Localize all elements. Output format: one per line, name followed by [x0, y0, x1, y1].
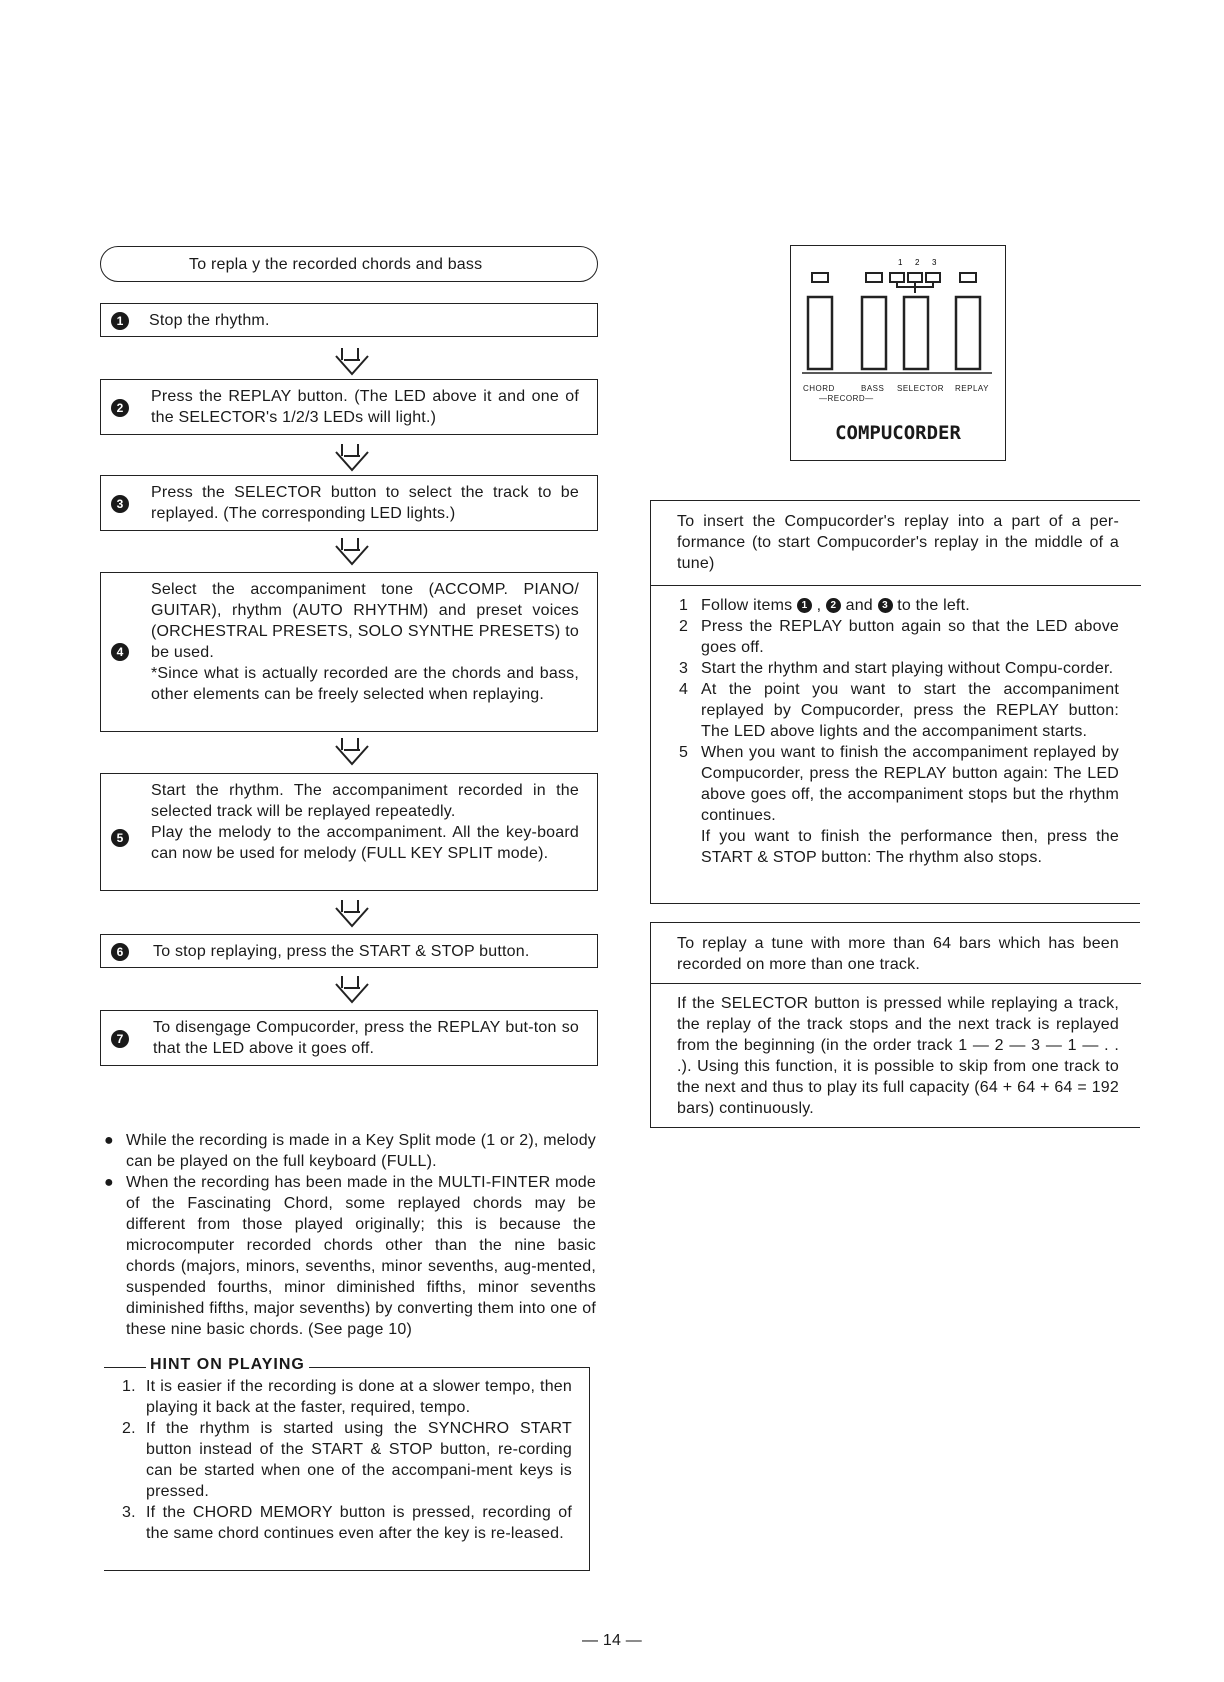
tune-title: To replay a tune with more than 64 bars which has been recorded on more than one track.	[677, 935, 1119, 973]
compucorder-panel	[790, 245, 1006, 461]
step-4-number: 4	[111, 643, 129, 661]
step-5-text-2: Play the melody to the accompaniment. All the key-board can now be used for melody (FULL KEY SPLIT mode).	[151, 824, 579, 862]
step-1-text: Stop the rhythm.	[149, 312, 270, 329]
hint-list	[122, 1376, 572, 1544]
insert-item-text: Follow items	[701, 597, 793, 614]
step-6-box	[100, 934, 598, 968]
step-6-text: To stop replaying, press the START & STOP button.	[153, 943, 530, 960]
step-4-text: Select the accompaniment tone (ACCOMP. PIANO/ GUITAR), rhythm (AUTO RHYTHM) and preset voices (ORCHESTRAL PRESETS, SOLO SYNTHE PRESETS) to be used.	[151, 581, 579, 661]
insert-item-number: 1	[679, 597, 689, 614]
selector-led-3-icon	[926, 273, 940, 282]
bass-led-icon	[866, 273, 882, 282]
chord-button[interactable]	[808, 297, 832, 369]
step-ref-1-icon: 1	[797, 598, 812, 613]
hint-item	[122, 1376, 572, 1418]
section-title	[100, 246, 598, 282]
insert-item-text-2: If you want to finish the performance then, press the START & STOP button: The rhythm also stops.	[701, 828, 1119, 866]
step-2-number: 2	[111, 399, 129, 417]
selector-led-2-icon	[908, 273, 922, 282]
step-4-box	[100, 572, 598, 732]
insert-item-number: 5	[679, 744, 689, 761]
step-1-box	[100, 303, 598, 337]
bullet-dot-icon: ●	[104, 1132, 114, 1149]
hint-item-number: 1.	[122, 1378, 136, 1395]
step-3-number: 3	[111, 495, 129, 513]
step-7-number: 7	[111, 1030, 129, 1048]
bullet-dot-icon: ●	[104, 1174, 114, 1191]
insert-item-3	[679, 658, 1119, 679]
step-5-box	[100, 773, 598, 891]
bullet-text: When the recording has been made in the MULTI-FINTER mode of the Fascinating Chord, some replayed chords may be different from those played originally; this is because the microcomputer recorded chords other than the nine basic chords (majors, minors, sevenths, minor sevenths, aug-mented, suspended fourths, minor diminished fifths, minor sevenths diminished fifths, major sevenths) by converting them into one of these nine basic chords. (See page 10)	[126, 1174, 596, 1338]
insert-title: To insert the Compucorder's replay into a part of a per-formance (to start Compucorder's replay in the middle of a tune)	[677, 513, 1119, 572]
insert-item-number: 2	[679, 618, 689, 635]
panel-label-replay: REPLAY	[955, 384, 989, 393]
step-7-box	[100, 1010, 598, 1066]
arrow-down-icon	[330, 536, 374, 566]
insert-item-5	[679, 742, 1119, 868]
panel-label-selector: SELECTOR	[897, 384, 944, 393]
insert-item-text: to the left.	[897, 597, 970, 614]
bullet-text: While the recording is made in a Key Split mode (1 or 2), melody can be played on the full keyboard (FULL).	[126, 1132, 596, 1170]
arrow-down-icon	[330, 442, 374, 472]
step-3-box	[100, 475, 598, 531]
selector-number-1: 1	[898, 258, 903, 267]
page-number: — 14 —	[582, 1632, 642, 1649]
bullet-item	[100, 1172, 596, 1340]
replay-led-icon	[960, 273, 976, 282]
compucorder-panel-diagram	[792, 247, 1004, 387]
replay-button[interactable]	[956, 297, 980, 369]
arrow-down-icon	[330, 898, 374, 928]
selector-bracket-icon	[897, 282, 933, 293]
insert-item-text: At the point you want to start the accompaniment replayed by Compucorder, press the REPLAY button: The LED above lights and the accompaniment starts.	[701, 681, 1119, 740]
step-2-box	[100, 379, 598, 435]
insert-section	[650, 500, 1140, 904]
tune-text: If the SELECTOR button is pressed while replaying a track, the replay of the track stops and the next track is replayed from the beginning (in the order track 1 — 2 — 3 — 1 — . . .). Using this function, it is possible to skip from one track to the next and thus to play its full capacity (64 + 64 + 64 = 192 bars) continuously.	[677, 995, 1119, 1117]
insert-item-text: Press the REPLAY button again so that the LED above goes off.	[701, 618, 1119, 656]
tune-divider	[651, 983, 1141, 984]
hint-item-text: If the rhythm is started using the SYNCHRO START button instead of the START & STOP button, re-cording can be started when one of the accompani-ment keys is pressed.	[146, 1420, 572, 1500]
step-6-number: 6	[111, 943, 129, 961]
insert-divider	[651, 585, 1141, 586]
insert-item-text: When you want to finish the accompaniment replayed by Compucorder, press the REPLAY button again: The LED above goes off, the accompaniment stops but the rhythm continues.	[701, 744, 1119, 824]
insert-item-1	[679, 595, 1119, 616]
hint-item-text: If the CHORD MEMORY button is pressed, recording of the same chord continues even after the key is re-leased.	[146, 1504, 572, 1542]
hint-item-number: 2.	[122, 1420, 136, 1437]
hint-item	[122, 1418, 572, 1502]
insert-item-number: 4	[679, 681, 689, 698]
insert-list	[679, 595, 1119, 868]
step-ref-2-icon: 2	[826, 598, 841, 613]
chord-led-icon	[812, 273, 828, 282]
panel-label-record: —RECORD—	[819, 394, 874, 403]
panel-label-bass: BASS	[861, 384, 885, 393]
selector-number-3: 3	[932, 258, 937, 267]
insert-item-number: 3	[679, 660, 689, 677]
step-5-number: 5	[111, 829, 129, 847]
step-4-note: *Since what is actually recorded are the chords and bass, other elements can be freely selected when replaying.	[151, 665, 579, 703]
tune-section	[650, 922, 1140, 1128]
step-ref-3-icon: 3	[878, 598, 893, 613]
hint-item-text: It is easier if the recording is done at a slower tempo, then playing it back at the faster, required, tempo.	[146, 1378, 572, 1416]
compucorder-logo: COMPUCORDER	[835, 422, 961, 444]
hint-box	[104, 1356, 590, 1571]
step-5-text: Start the rhythm. The accompaniment recorded in the selected track will be replayed repeatedly.	[151, 782, 579, 820]
hint-item	[122, 1502, 572, 1544]
hint-title: HINT ON PLAYING	[146, 1356, 309, 1374]
step-2-text: Press the REPLAY button. (The LED above it and one of the SELECTOR's 1/2/3 LEDs will light.)	[151, 388, 579, 426]
selector-number-2: 2	[915, 258, 920, 267]
selector-button[interactable]	[904, 297, 928, 369]
step-3-text: Press the SELECTOR button to select the track to be replayed. (The corresponding LED lights.)	[151, 484, 579, 522]
step-1-number: 1	[111, 312, 129, 330]
bass-button[interactable]	[862, 297, 886, 369]
bullet-list	[100, 1130, 596, 1340]
arrow-down-icon	[330, 346, 374, 376]
section-title-text: To repla y the recorded chords and bass	[189, 256, 483, 273]
step-7-text: To disengage Compucorder, press the REPLAY but-ton so that the LED above it goes off.	[153, 1019, 579, 1057]
arrow-down-icon	[330, 736, 374, 766]
insert-item-separator: ,	[816, 597, 822, 614]
panel-label-chord: CHORD	[803, 384, 835, 393]
insert-item-text: Start the rhythm and start playing without Compu-corder.	[701, 660, 1114, 677]
insert-item-separator: and	[845, 597, 873, 614]
insert-item-2	[679, 616, 1119, 658]
selector-led-1-icon	[890, 273, 904, 282]
hint-item-number: 3.	[122, 1504, 136, 1521]
insert-item-4	[679, 679, 1119, 742]
arrow-down-icon	[330, 974, 374, 1004]
bullet-item	[100, 1130, 596, 1172]
